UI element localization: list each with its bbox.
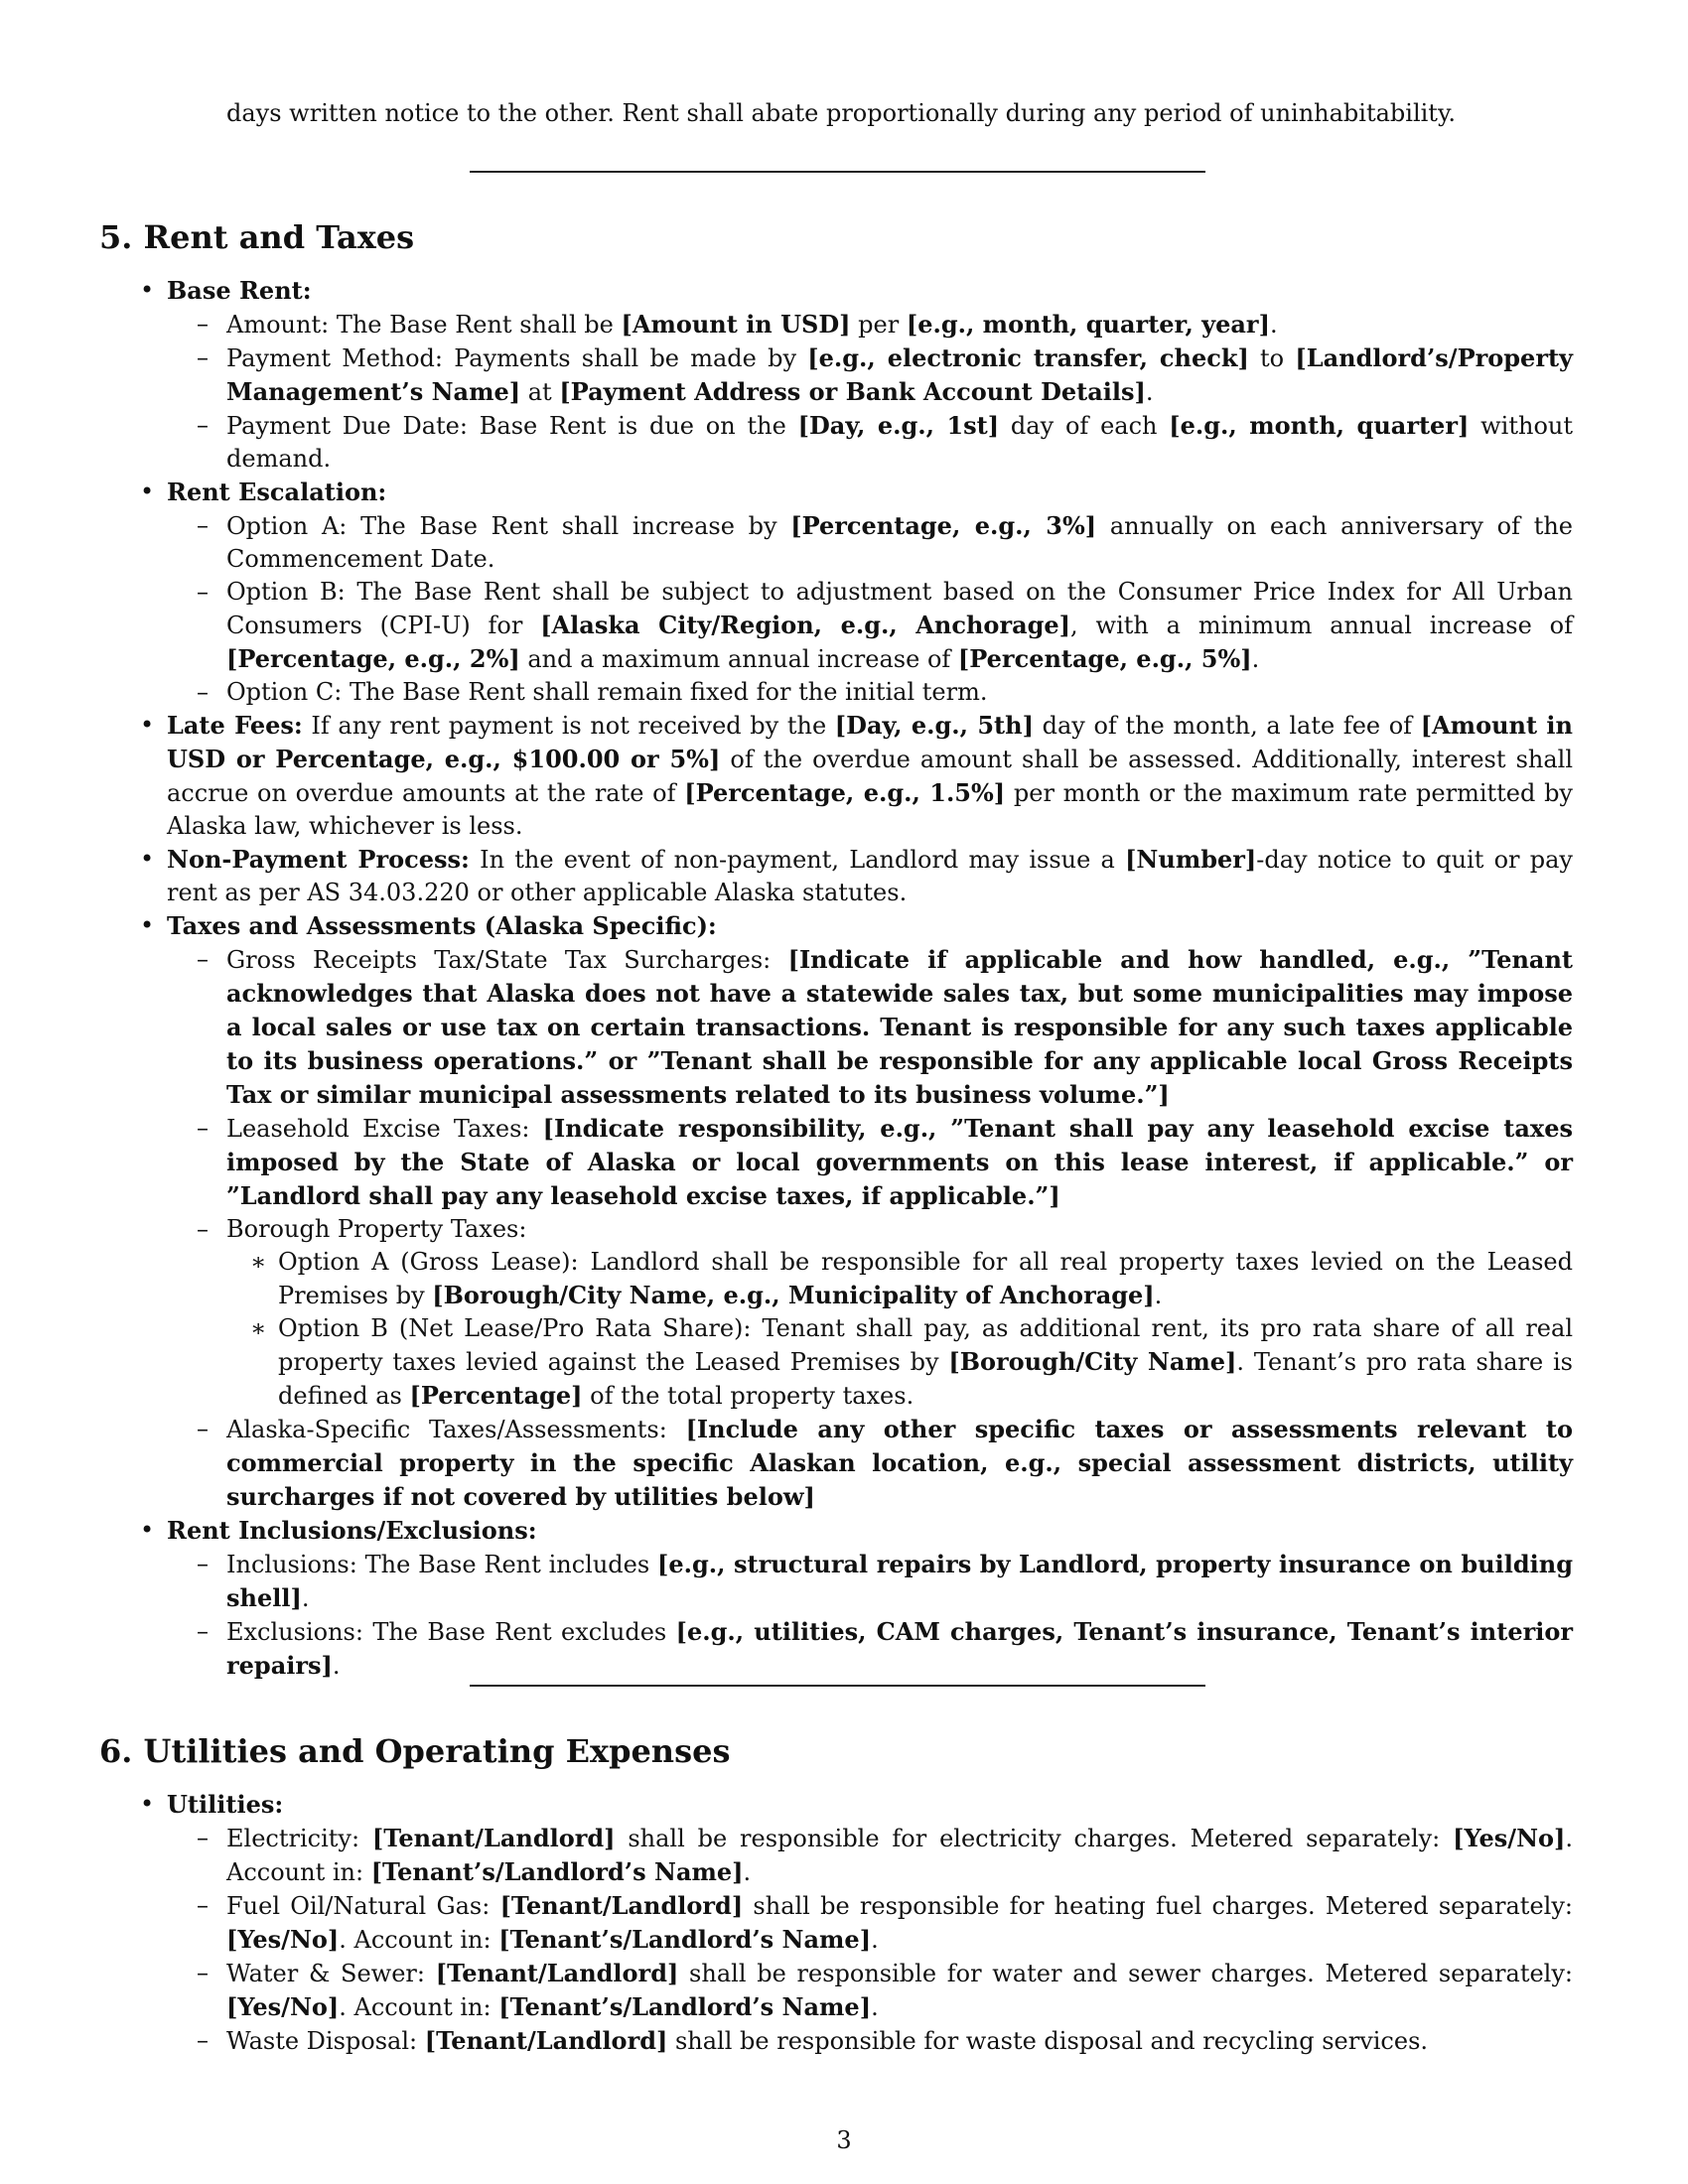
utilities-item	[167, 1788, 1573, 2058]
section-5-heading: 5. Rent and Taxes	[99, 218, 415, 256]
taxes-label: Taxes and Assessments (Alaska Specific):	[167, 911, 717, 940]
rent-inclusions: – Inclusions: The Base Rent includes [e.g., structural repairs by Landlord, property insurance on building shell].	[226, 1548, 1573, 1615]
section-divider	[470, 171, 1205, 173]
section-5-body	[0, 274, 1688, 1683]
taxes-item	[167, 909, 1573, 1514]
base-rent-due-date: – Payment Due Date: Base Rent is due on the [Day, e.g., 1st] day of each [e.g., month, quarter] without demand.	[226, 409, 1573, 476]
rent-inclusions-item	[167, 1514, 1573, 1683]
non-payment-item: • Non-Payment Process: In the event of non-payment, Landlord may issue a [Number]-day notice to quit or pay rent as per AS 34.03.220 or other applicable Alaska statutes.	[167, 843, 1573, 909]
base-rent-item	[167, 274, 1573, 476]
section-divider	[470, 1685, 1205, 1687]
escalation-option-a: – Option A: The Base Rent shall increase by [Percentage, e.g., 3%] annually on each anniversary of the Commencement Date.	[226, 509, 1573, 576]
taxes-sublist	[167, 943, 1573, 1514]
alaska-specific-taxes: – Alaska-Specific Taxes/Assessments: [Include any other specific taxes or assessments relevant to commercial property in the specific Alaskan location, e.g., special assessment districts, utility surcharges if not covered by utilities below]	[226, 1413, 1573, 1514]
late-fees-item: • Late Fees: If any rent payment is not received by the [Day, e.g., 5th] day of the month, a late fee of [Amount in USD or Percentage, e.g., $100.00 or 5%] of the overdue amount shall be assessed. Additionally, interest shall accrue on overdue amounts at the rate of [Percentage, e.g., 1.5%] per month or the maximum rate permitted by Alaska law, whichever is less.	[167, 709, 1573, 843]
utility-fuel: – Fuel Oil/Natural Gas: [Tenant/Landlord] shall be responsible for heating fuel charges. Metered separately: [Yes/No]. Account in: [Tenant’s/Landlord’s Name].	[226, 1889, 1573, 1957]
section-5-list	[0, 274, 1688, 1683]
borough-property-taxes: – Borough Property Taxes: ∗ Option A (Gross Lease): Landlord shall be responsible for all real property taxes levied on the Leased Premises by [Borough/City Name, e.g., Municipality of Anchorage]. ∗ Option B (Net Lease/Pro Rata Share): Tenant shall pay, as additional rent, its pro rata share of all real property taxes levied against the Leased Premises by [Borough/City Name]. Tenant’s pro rata share is defined as [Percentage] of the total property taxes.	[226, 1213, 1573, 1413]
section-6-list	[0, 1788, 1688, 2058]
leasehold-excise-tax: – Leasehold Excise Taxes: [Indicate responsibility, e.g., ”Tenant shall pay any leasehold excise taxes imposed by the State of Alaska or local governments on this lease interest, if applicable.” or ”Landlord shall pay any leasehold excise taxes, if applicable.”]	[226, 1112, 1573, 1213]
utility-waste: – Waste Disposal: [Tenant/Landlord] shall be responsible for waste disposal and recycling services.	[226, 2024, 1573, 2058]
utilities-sublist	[167, 1822, 1573, 2058]
base-rent-amount: – Amount: The Base Rent shall be [Amount in USD] per [e.g., month, quarter, year].	[226, 308, 1573, 341]
base-rent-payment-method: – Payment Method: Payments shall be made by [e.g., electronic transfer, check] to [Landlord’s/Property Management’s Name] at [Payment Address or Bank Account Details].	[226, 341, 1573, 409]
borough-option-b: ∗ Option B (Net Lease/Pro Rata Share): Tenant shall pay, as additional rent, its pro rata share of all real property taxes levied against the Leased Premises by [Borough/City Name]. Tenant’s pro rata share is defined as [Percentage] of the total property taxes.	[278, 1312, 1573, 1413]
utility-water-sewer: – Water & Sewer: [Tenant/Landlord] shall be responsible for water and sewer charges. Metered separately: [Yes/No]. Account in: [Tenant’s/Landlord’s Name].	[226, 1957, 1573, 2024]
gross-receipts-tax: – Gross Receipts Tax/State Tax Surcharges: [Indicate if applicable and how handled, e.g., ”Tenant acknowledges that Alaska does not have a statewide sales tax, but some municipalities may impose a local sales or use tax on certain transactions. Tenant is responsible for any such taxes applicable to its business operations.” or ”Tenant shall be responsible for any applicable local Gross Receipts Tax or similar municipal assessments related to its business volume.”]	[226, 943, 1573, 1112]
section-6-body	[0, 1788, 1688, 2058]
non-payment-label: Non-Payment Process:	[167, 845, 470, 874]
section-6-heading: 6. Utilities and Operating Expenses	[99, 1732, 731, 1770]
carryover-paragraph: days written notice to the other. Rent shall abate proportionally during any period of uninhabitability.	[226, 99, 1456, 127]
page-number: 3	[836, 2126, 852, 2154]
escalation-option-b: – Option B: The Base Rent shall be subject to adjustment based on the Consumer Price Index for All Urban Consumers (CPI-U) for [Alaska City/Region, e.g., Anchorage], with a minimum annual increase of [Percentage, e.g., 2%] and a maximum annual increase of [Percentage, e.g., 5%].	[226, 576, 1573, 676]
rent-escalation-sublist	[167, 509, 1573, 709]
rent-inclusions-sublist	[167, 1548, 1573, 1683]
rent-inclusions-label: Rent Inclusions/Exclusions:	[167, 1516, 537, 1545]
utility-electricity: – Electricity: [Tenant/Landlord] shall be responsible for electricity charges. Metered separately: [Yes/No]. Account in: [Tenant’s/Landlord’s Name].	[226, 1822, 1573, 1889]
utilities-label: Utilities:	[167, 1790, 284, 1819]
rent-escalation-item	[167, 476, 1573, 709]
escalation-option-c: – Option C: The Base Rent shall remain fixed for the initial term.	[226, 676, 1573, 709]
late-fees-label: Late Fees:	[167, 711, 303, 740]
base-rent-sublist	[167, 308, 1573, 476]
base-rent-label: Base Rent:	[167, 276, 312, 305]
borough-options-list	[226, 1246, 1573, 1413]
rent-escalation-label: Rent Escalation:	[167, 478, 387, 506]
rent-exclusions: – Exclusions: The Base Rent excludes [e.g., utilities, CAM charges, Tenant’s insurance, Tenant’s interior repairs].	[226, 1615, 1573, 1683]
borough-option-a: ∗ Option A (Gross Lease): Landlord shall be responsible for all real property taxes levied on the Leased Premises by [Borough/City Name, e.g., Municipality of Anchorage].	[278, 1246, 1573, 1312]
